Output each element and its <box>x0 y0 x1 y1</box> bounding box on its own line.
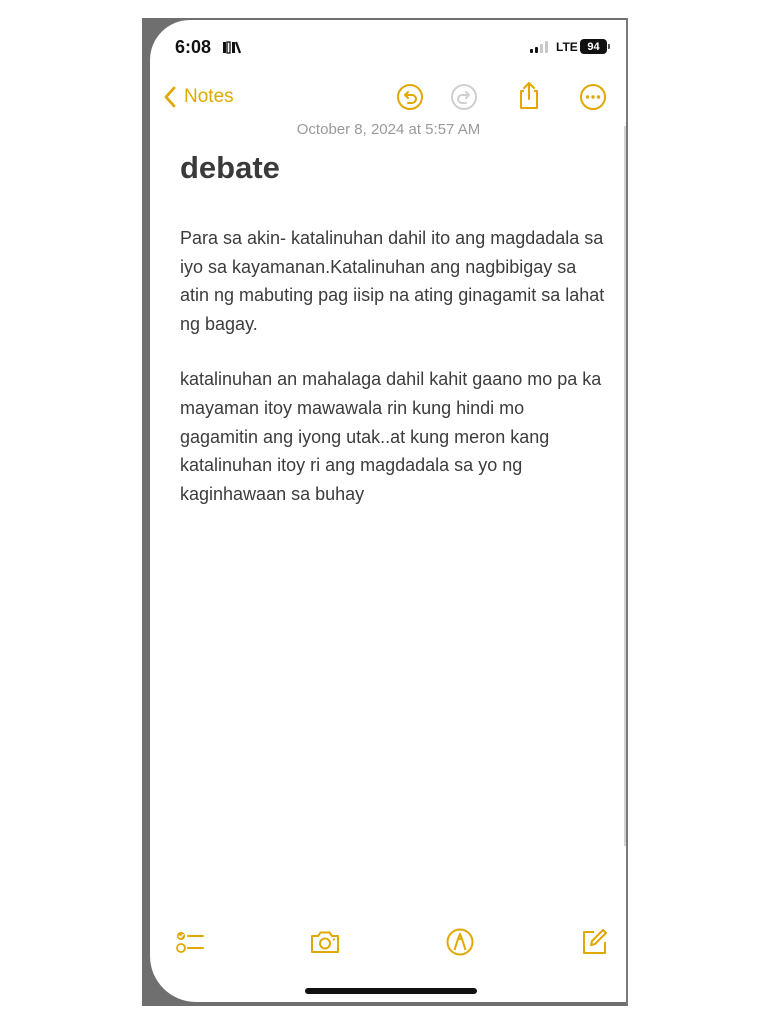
battery-nub <box>608 44 610 49</box>
scrollbar[interactable] <box>624 126 626 846</box>
note-paragraph: Para sa akin- katalinuhan dahil ito ang magdadala sa iyo sa kayamanan.Katalinuhan ang nagbibigay sa atin ng mabuting pag iisip na ating ginagamit sa lahat ng bagay. <box>180 228 605 334</box>
battery-icon <box>580 39 607 54</box>
redo-icon[interactable] <box>449 82 479 112</box>
undo-icon[interactable] <box>395 82 425 112</box>
back-label: Notes <box>184 86 234 107</box>
markup-pen-icon[interactable] <box>444 926 476 958</box>
note-paragraph: katalinuhan an mahalaga dahil kahit gaano mo pa ka mayaman itoy mawawala rin kung hindi mo gagamitin ang iyong utak..at kung meron kang katalinuhan itoy ri ang magdadala sa yo ng kaginhawaan sa buhay <box>180 369 602 504</box>
chevron-left-icon <box>162 85 178 109</box>
back-button[interactable] <box>162 84 234 110</box>
battery-level: 94 <box>587 40 600 53</box>
home-indicator[interactable] <box>305 988 477 994</box>
note-date: October 8, 2024 at 5:57 AM <box>296 121 481 138</box>
network-type: LTE <box>556 40 578 54</box>
note-title[interactable]: debate <box>180 150 280 185</box>
compose-icon[interactable] <box>578 926 610 958</box>
cellular-signal-icon <box>530 41 548 53</box>
share-icon[interactable] <box>514 80 544 110</box>
more-icon[interactable] <box>578 82 608 112</box>
focus-mode-icon <box>222 39 242 54</box>
status-time: 6:08 <box>175 37 212 57</box>
camera-icon[interactable] <box>309 926 341 958</box>
screen-edge <box>626 18 628 1006</box>
note-body[interactable] <box>180 224 605 535</box>
checklist-icon[interactable] <box>173 926 205 958</box>
